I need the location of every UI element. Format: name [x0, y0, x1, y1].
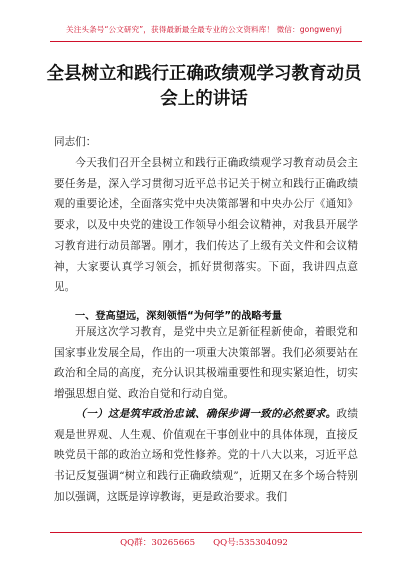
header-divider	[50, 41, 362, 42]
header-banner: 关注头条号“公文研究”，获得最新最全最专业的公文资料库！ 微信：gongwenyj	[66, 25, 342, 34]
document-title: 全县树立和践行正确政绩观学习教育动员会上的讲话	[46, 64, 362, 109]
paragraph-sub-1	[54, 404, 358, 508]
paragraph-sub-1-body: 政绩观是世界观、人生观、价值观在干事创业中的具体体现，直接反映党员干部的政治立场和党性修养。党的十八大以来，习近平总书记反复强调“树立和践行正确政绩观”，近期又在多个场合特别加以强调，这既是谆谆教诲，更是政治要求。我们	[54, 408, 358, 503]
paragraph-intro: 今天我们召开全县树立和践行正确政绩观学习教育动员会主要任务是，深入学习贯彻习近平总书记关于树立和践行正确政绩观的重要论述，全面落实党中央决策部署和中央办公厅《通知》要求，以及中央党的建设工作领导小组会议精神，对我县开展学习教育进行动员部署。刚才，我们传达了上级有关文件和会议精神，大家要认真学习领会，抓好贯彻落实。下面，我讲四点意见。	[54, 157, 358, 294]
footer-divider	[50, 532, 362, 533]
section-heading-1: 一、登高望远，深刻领悟“为何学”的战略考量	[75, 311, 282, 322]
salutation: 同志们：	[54, 136, 97, 148]
footer	[0, 536, 408, 548]
footer-qq: QQ号:535304092	[213, 538, 288, 548]
footer-qq-group: QQ群：30265665	[120, 538, 196, 548]
paragraph-section-1: 开展这次学习教育，是党中央立足新征程新使命，着眼党和国家事业发展全局，作出的一项重大决策部署。我们必须要站在政治和全局的高度，充分认识其极端重要性和现实紧迫性，切实增强思想自觉、政治自觉和行动自觉。	[54, 326, 358, 401]
sub-heading-1: （一）这是筑牢政治忠诚、确保步调一致的必然要求。	[75, 408, 337, 420]
